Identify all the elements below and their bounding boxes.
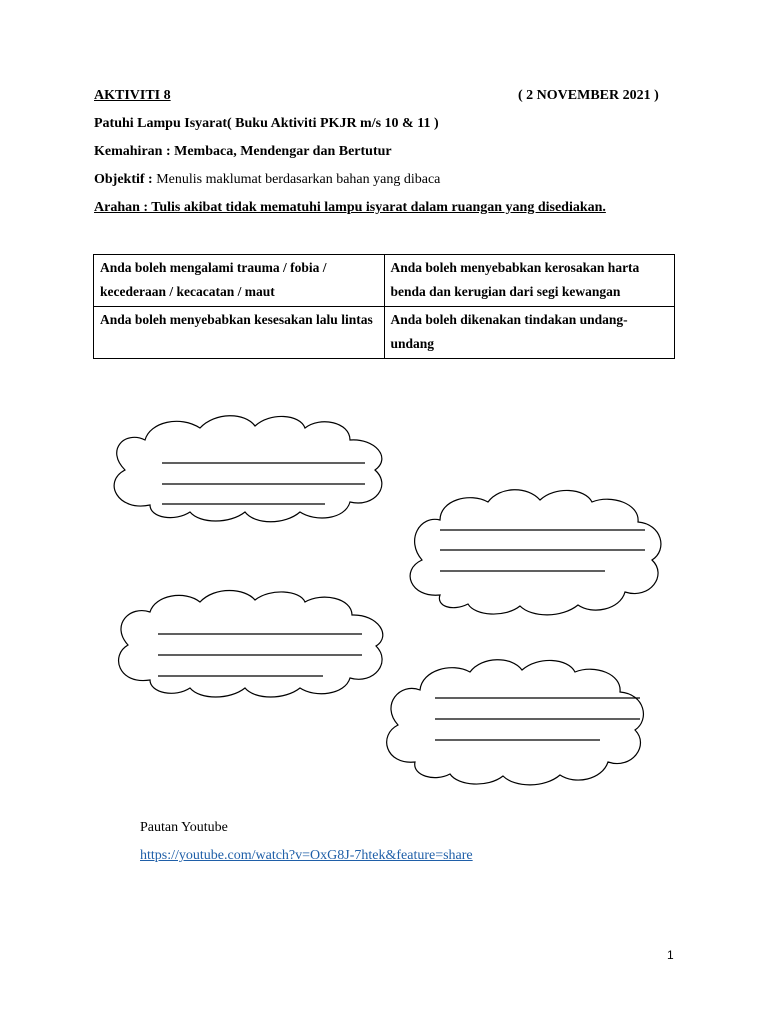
youtube-link[interactable]: https://youtube.com/watch?v=OxG8J-7htek&feature=share bbox=[140, 848, 473, 863]
answer-cloud bbox=[387, 660, 644, 785]
page-number: 1 bbox=[667, 948, 674, 962]
table-cell: Anda boleh menyebabkan kesesakan lalu lintas bbox=[94, 307, 385, 359]
answer-cloud bbox=[410, 490, 661, 615]
answer-cloud bbox=[119, 591, 383, 698]
activity-subtitle: Patuhi Lampu Isyarat( Buku Aktiviti PKJR m/s 10 & 11 ) bbox=[94, 116, 439, 131]
objective-text: Menulis maklumat berdasarkan bahan yang dibaca bbox=[156, 172, 441, 187]
objective-label: Objektif : bbox=[94, 172, 153, 187]
table-cell: Anda boleh dikenakan tindakan undang-undang bbox=[384, 307, 675, 359]
skills-line: Kemahiran : Membaca, Mendengar dan Bertutur bbox=[94, 144, 392, 159]
table-cell: Anda boleh menyebabkan kerosakan harta benda dan kerugian dari segi kewangan bbox=[384, 255, 675, 307]
answer-cloud bbox=[114, 416, 382, 522]
activity-title: AKTIVITI 8 bbox=[94, 88, 171, 103]
instruction-line: Arahan : Tulis akibat tidak mematuhi lampu isyarat dalam ruangan yang disediakan. bbox=[94, 200, 606, 215]
table-cell: Anda boleh mengalami trauma / fobia / kecederaan / kecacatan / maut bbox=[94, 255, 385, 307]
youtube-label: Pautan Youtube bbox=[140, 820, 228, 835]
activity-date: ( 2 NOVEMBER 2021 ) bbox=[518, 88, 659, 103]
